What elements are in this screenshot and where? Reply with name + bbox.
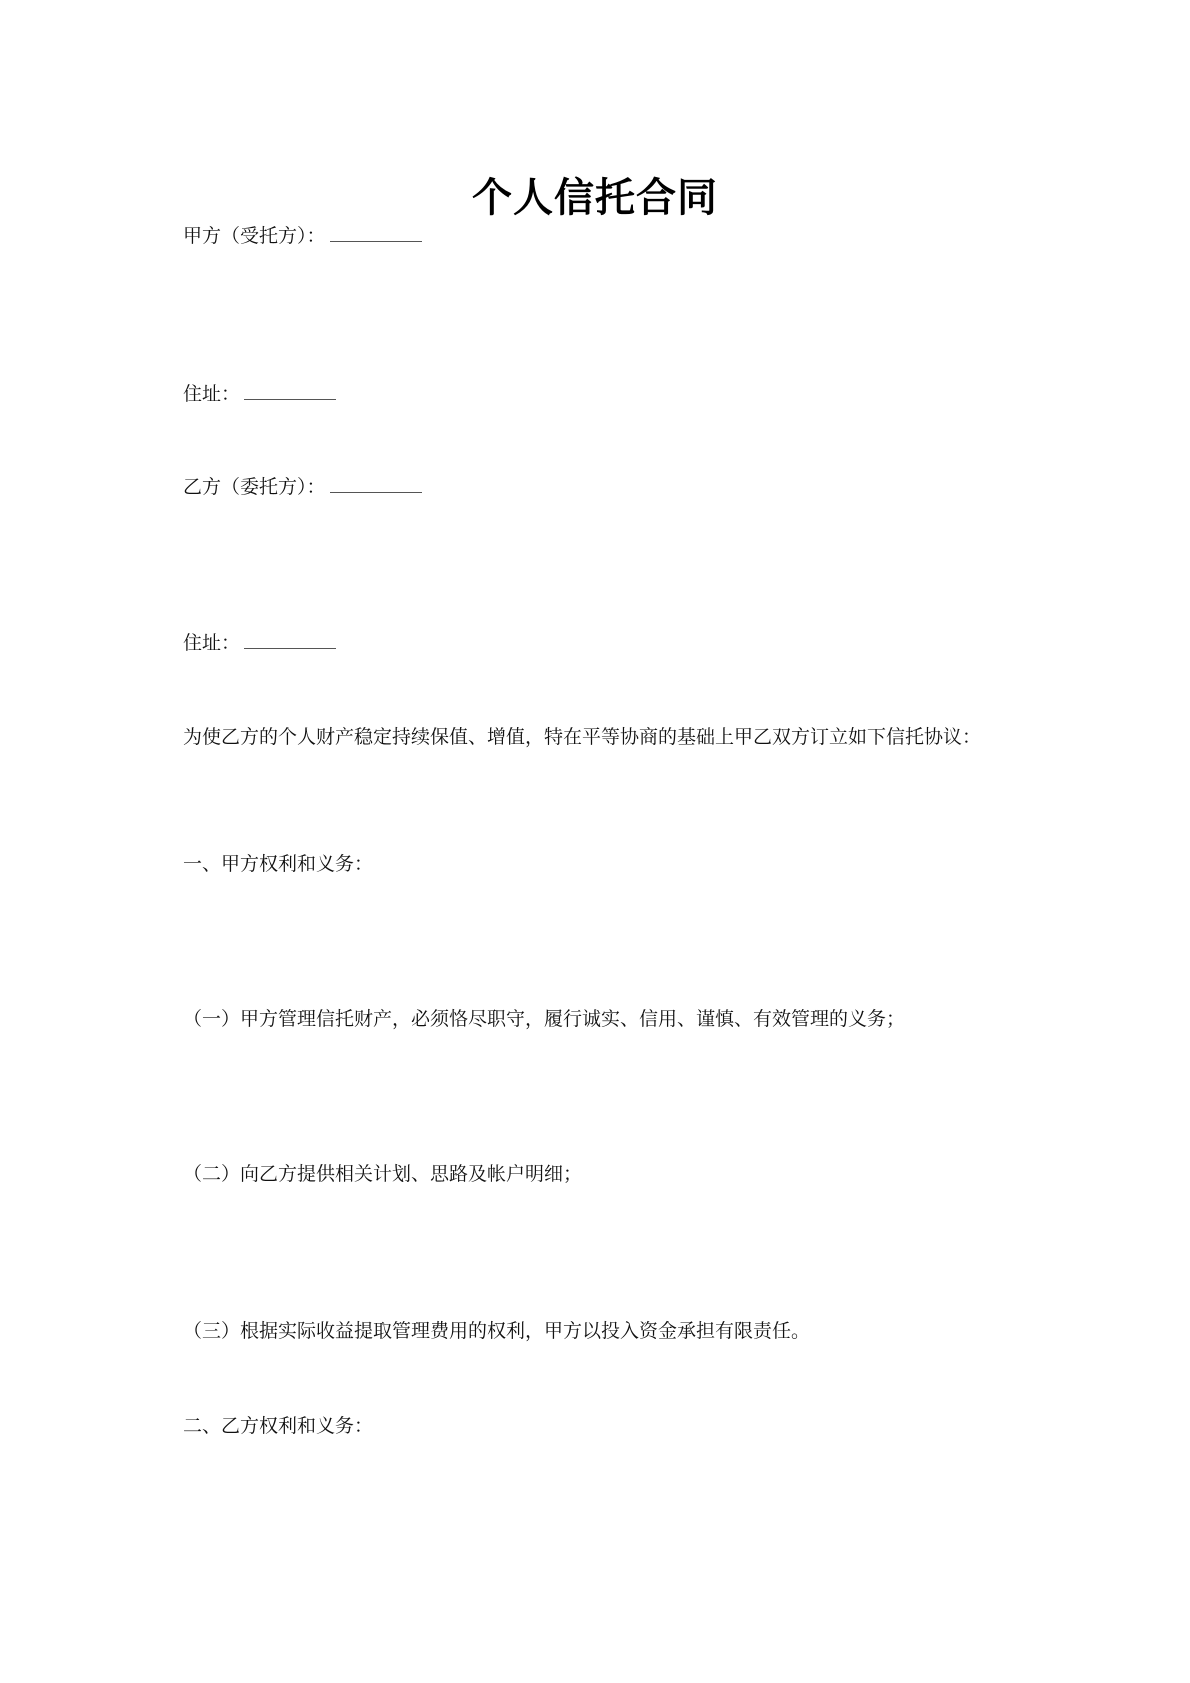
section-1-heading: 一、甲方权利和义务： (183, 853, 374, 875)
section-1-item-3: （三）根据实际收益提取管理费用的权利，甲方以投入资金承担有限责任。 (183, 1320, 811, 1342)
party-a-address-label: 住址： (183, 383, 241, 405)
party-a-address-row (183, 379, 336, 409)
party-a-blank[interactable] (330, 221, 422, 242)
party-b-row (183, 472, 422, 502)
party-b-address-row (183, 628, 336, 658)
party-a-label: 甲方（受托方）： (183, 225, 326, 247)
party-b-address-label: 住址： (183, 632, 241, 654)
section-1-item-2: （二）向乙方提供相关计划、思路及帐户明细； (183, 1163, 583, 1185)
section-1-item-1: （一）甲方管理信托财产，必须恪尽职守，履行诚实、信用、谨慎、有效管理的义务； (183, 1008, 906, 1030)
preamble-paragraph: 为使乙方的个人财产稳定持续保值、增值，特在平等协商的基础上甲乙双方订立如下信托协议： (183, 726, 982, 748)
party-b-address-blank[interactable] (244, 628, 336, 649)
section-2-heading: 二、乙方权利和义务： (183, 1415, 374, 1437)
party-a-address-blank[interactable] (244, 379, 336, 400)
document-title: 个人信托合同 (472, 174, 718, 221)
party-a-row (183, 221, 422, 251)
party-b-label: 乙方（委托方）： (183, 476, 326, 498)
party-b-blank[interactable] (330, 472, 422, 493)
